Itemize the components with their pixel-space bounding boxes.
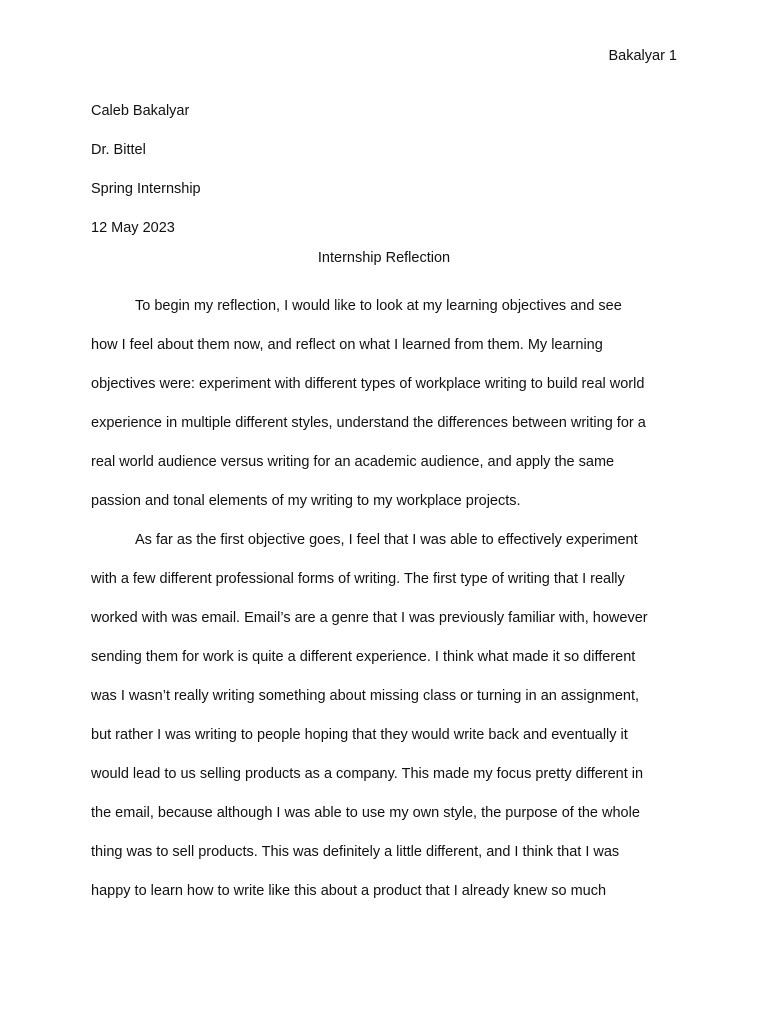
paragraph-line: real world audience versus writing for an academic audience, and apply the same <box>91 454 615 470</box>
paragraph-line: how I feel about them now, and reflect on what I learned from them. My learning <box>91 337 603 353</box>
paragraph-line: happy to learn how to write like this about a product that I already knew so much <box>91 883 607 899</box>
paragraph-line: experience in multiple different styles, understand the differences between writing for a <box>91 415 646 431</box>
paragraph-line: the email, because although I was able to use my own style, the purpose of the whole <box>91 805 640 821</box>
paragraph-line: As far as the first objective goes, I feel that I was able to effectively experiment <box>135 532 638 548</box>
paragraph <box>91 521 681 911</box>
document-body <box>91 287 681 911</box>
paragraph-line: objectives were: experiment with different types of workplace writing to build real world <box>91 376 645 392</box>
paragraph-line: worked with was email. Email’s are a genre that I was previously familiar with, however <box>91 610 648 626</box>
document-title: Internship Reflection <box>317 250 451 266</box>
paragraph-line: with a few different professional forms of writing. The first type of writing that I really <box>91 571 625 587</box>
course-name: Spring Internship <box>91 181 201 197</box>
paragraph-line: passion and tonal elements of my writing to my workplace projects. <box>91 493 521 509</box>
paragraph-line: was I wasn’t really writing something about missing class or turning in an assignment, <box>91 688 640 704</box>
paragraph-line: sending them for work is quite a different experience. I think what made it so different <box>91 649 636 665</box>
paragraph <box>91 287 681 521</box>
paragraph-line: but rather I was writing to people hoping that they would write back and eventually it <box>91 727 628 743</box>
student-name: Caleb Bakalyar <box>91 103 190 119</box>
paragraph-line: To begin my reflection, I would like to look at my learning objectives and see <box>135 298 622 314</box>
mla-heading <box>91 92 681 248</box>
instructor-name: Dr. Bittel <box>91 142 146 158</box>
paragraph-line: thing was to sell products. This was definitely a little different, and I think that I was <box>91 844 620 860</box>
running-head: Bakalyar 1 <box>608 48 677 64</box>
paragraph-line: would lead to us selling products as a company. This made my focus pretty different in <box>91 766 644 782</box>
document-date: 12 May 2023 <box>91 220 175 236</box>
